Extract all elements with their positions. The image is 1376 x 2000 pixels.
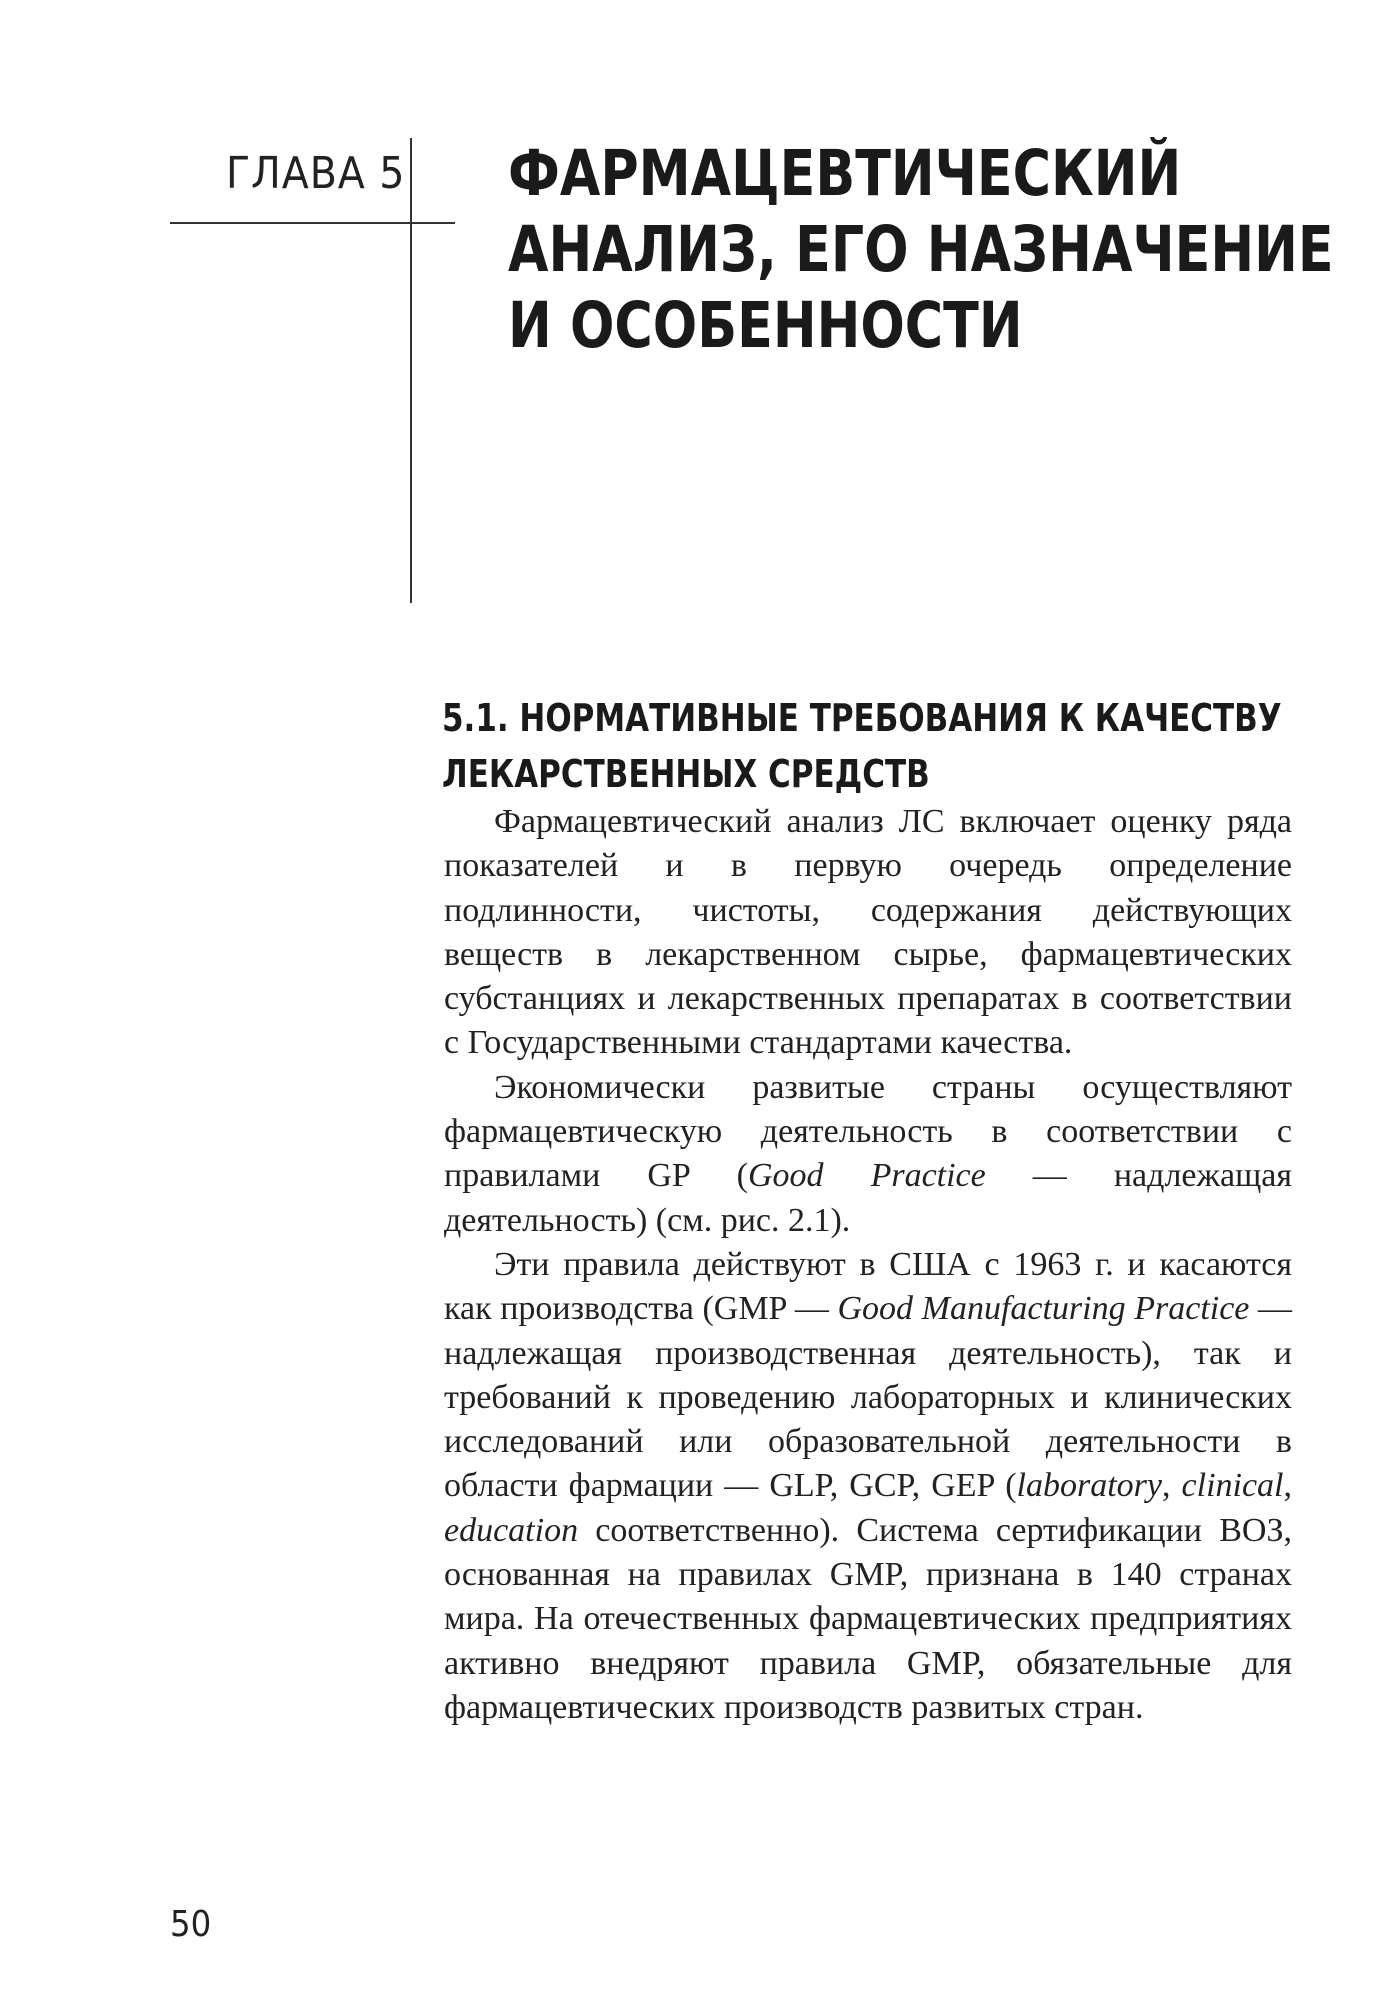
paragraph-3 bbox=[444, 1243, 1292, 1730]
chapter-label: ГЛАВА 5 bbox=[226, 148, 406, 199]
paragraph-3-italic: education bbox=[444, 1511, 579, 1549]
chapter-title-line: АНАЛИЗ, ЕГО НАЗНАЧЕНИЕ bbox=[508, 213, 1334, 286]
paragraph-3-text: , bbox=[1283, 1467, 1292, 1505]
paragraph-3-text: соответственно). Система сертификации ВОЗ, основанная на правилах GMP, признана в 140 странах мира. На отечественных фармацевтических предприятиях активно внедряют правила GMP, обязательные для фармацевтических производств развитых стран. bbox=[444, 1511, 1292, 1726]
paragraph-2 bbox=[444, 1066, 1292, 1243]
body-text bbox=[444, 800, 1292, 1730]
section-title bbox=[442, 690, 1282, 802]
paragraph-3-text: , bbox=[1162, 1467, 1182, 1505]
page-number: 50 bbox=[170, 1904, 212, 1945]
chapter-title bbox=[508, 136, 1334, 364]
paragraph-2-text: — надлежащая деятельность) (см. рис. 2.1). bbox=[444, 1157, 1292, 1239]
paragraph-3-italic: clinical bbox=[1181, 1467, 1284, 1505]
section-title-line: ЛЕКАРСТВЕННЫХ СРЕДСТВ bbox=[442, 752, 930, 796]
paragraph-2-text: Экономически развитые страны осуществляют фармацевтическую деятельность в соответствии с правилами GP ( bbox=[444, 1068, 1292, 1195]
paragraph-3-text: — надлежащая производственная деятельность), так и требований к проведению лабораторных и клинических исследований или образовательной деятельности в области фармации — GLP, GCP, GEP ( bbox=[444, 1290, 1293, 1505]
chapter-title-line: И ОСОБЕННОСТИ bbox=[508, 289, 1023, 362]
paragraph-3-italic: laboratory bbox=[1016, 1467, 1162, 1505]
paragraph-2-italic: Good Practice bbox=[747, 1157, 986, 1195]
chapter-divider-vertical bbox=[410, 138, 412, 603]
section-title-line: 5.1. НОРМАТИВНЫЕ ТРЕБОВАНИЯ К КАЧЕСТВУ bbox=[442, 696, 1282, 740]
chapter-title-line: ФАРМАЦЕВТИЧЕСКИЙ bbox=[508, 137, 1182, 210]
paragraph-3-italic: Good Manufacturing Practice bbox=[837, 1290, 1250, 1328]
paragraph-1: Фармацевтический анализ ЛС включает оценку ряда показателей и в первую очередь определение подлинности, чистоты, содержания действующих веществ в лекарственном сырье, фармацевтических субстанциях и лекарственных препаратах в соответствии с Государственными стандартами качества. bbox=[444, 803, 1292, 1062]
paragraph-3-text: Эти правила действуют в США с 1963 г. и касаются как производства (GMP — bbox=[444, 1245, 1292, 1328]
chapter-divider-horizontal bbox=[170, 222, 455, 224]
